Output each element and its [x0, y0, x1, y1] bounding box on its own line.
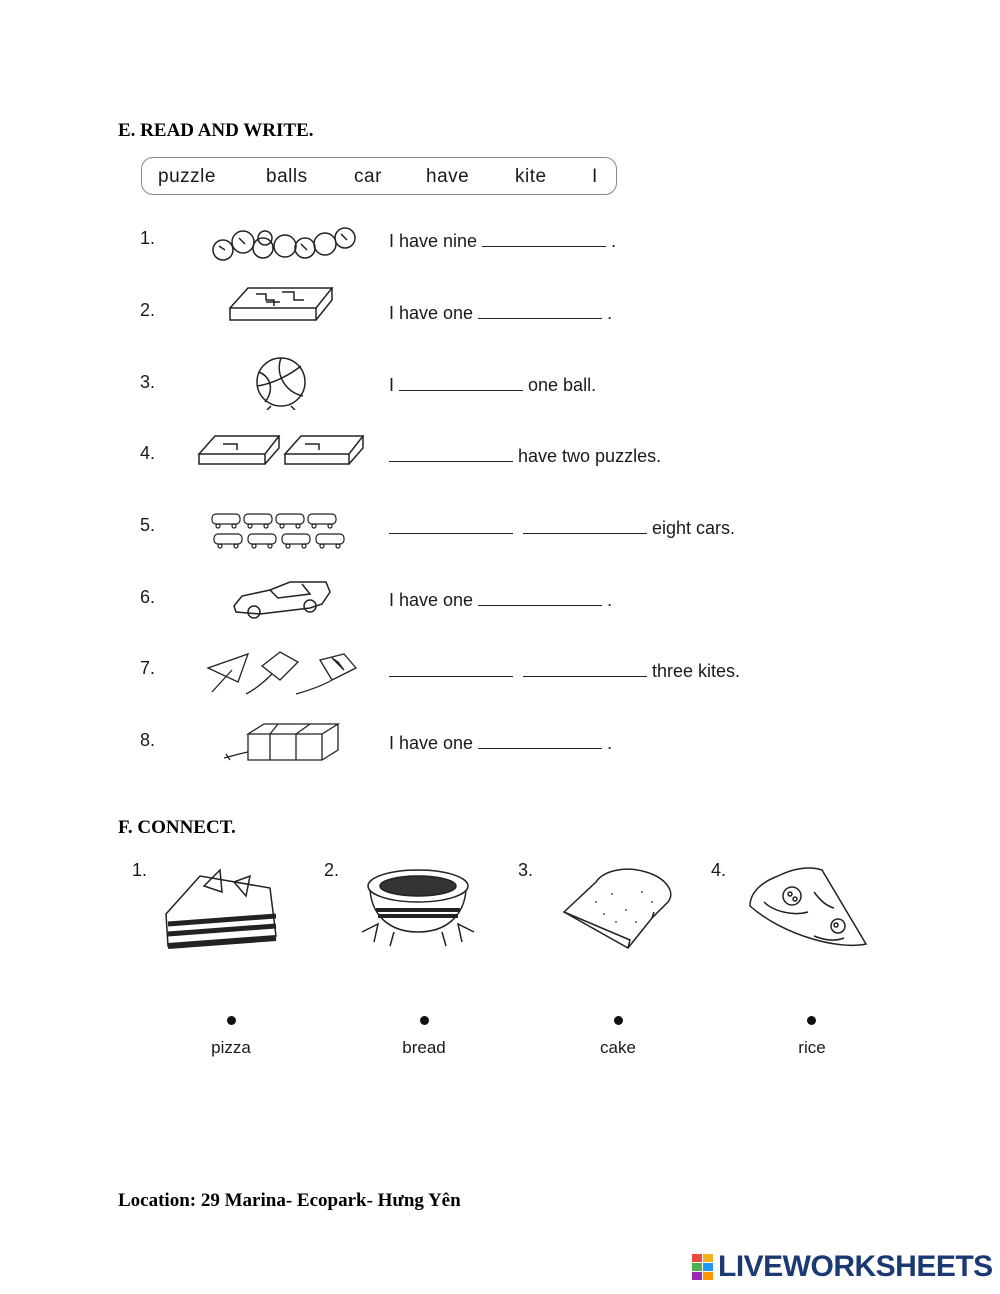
sentence-text: I have one [389, 303, 474, 323]
section-e-heading: E. READ AND WRITE. [118, 120, 314, 141]
pizza-picture [744, 862, 874, 956]
answer-blank[interactable] [478, 587, 602, 606]
word-bank-word: I [592, 166, 598, 187]
liveworksheets-logo-text: LIVEWORKSHEETS [718, 1250, 993, 1283]
two-puzzles-picture [195, 432, 365, 470]
cars-picture [208, 508, 354, 552]
liveworksheets-logo-icon [692, 1254, 714, 1280]
sentence-text: I have one [389, 590, 474, 610]
sentence-text: . [607, 590, 613, 610]
answer-blank[interactable] [523, 515, 647, 534]
connect-number: 3. [518, 860, 534, 880]
sentence-text: I [389, 375, 395, 395]
word-bank-word: balls [266, 166, 308, 187]
sentence-text: eight cars. [652, 518, 736, 538]
rice-picture [354, 862, 484, 952]
car-picture [230, 578, 334, 620]
puzzle-picture [226, 284, 336, 326]
item-number: 1. [140, 228, 156, 248]
word-bank [141, 157, 617, 195]
connect-dot[interactable] [807, 1016, 816, 1025]
sentence-text: . [607, 733, 613, 753]
item-number: 5. [140, 515, 156, 535]
word-bank-word: have [426, 166, 470, 187]
answer-blank[interactable] [478, 300, 602, 319]
item-sentence [389, 730, 612, 754]
item-sentence [389, 228, 616, 252]
sentence-text: I have one [389, 733, 474, 753]
connect-dot[interactable] [614, 1016, 623, 1025]
item-number: 4. [140, 443, 156, 463]
ball-picture [245, 356, 321, 410]
item-number: 2. [140, 300, 156, 320]
connect-dot[interactable] [420, 1016, 429, 1025]
answer-blank[interactable] [389, 515, 513, 534]
sentence-text: . [607, 303, 613, 323]
item-sentence [389, 515, 735, 539]
connect-number: 1. [132, 860, 148, 880]
sentence-text: have two puzzles. [518, 446, 662, 466]
item-number: 8. [140, 730, 156, 750]
cake-picture [160, 862, 284, 952]
item-sentence [389, 587, 612, 611]
connect-word-rice: rice [798, 1038, 826, 1057]
connect-word-pizza: pizza [211, 1038, 251, 1057]
sentence-text: . [611, 231, 617, 251]
word-bank-word: puzzle [158, 166, 216, 187]
word-bank-word: car [354, 166, 382, 187]
connect-number: 4. [711, 860, 727, 880]
connect-word-cake: cake [600, 1038, 636, 1057]
balls-picture [205, 224, 357, 264]
sentence-text: one ball. [528, 375, 597, 395]
word-bank-word: kite [515, 166, 547, 187]
item-number: 7. [140, 658, 156, 678]
answer-blank[interactable] [389, 658, 513, 677]
answer-blank[interactable] [399, 372, 523, 391]
item-sentence [389, 443, 661, 467]
connect-dot[interactable] [227, 1016, 236, 1025]
sentence-text: I have nine [389, 231, 478, 251]
location-text: Location: 29 Marina- Ecopark- Hưng Yên [118, 1190, 461, 1211]
item-sentence [389, 658, 740, 682]
answer-blank[interactable] [478, 730, 602, 749]
item-number: 6. [140, 587, 156, 607]
item-number: 3. [140, 372, 156, 392]
answer-blank[interactable] [389, 443, 513, 462]
answer-blank[interactable] [523, 658, 647, 677]
section-f-heading: F. CONNECT. [118, 817, 236, 838]
sentence-text: three kites. [652, 661, 741, 681]
answer-blank[interactable] [482, 228, 606, 247]
connect-word-bread: bread [402, 1038, 446, 1057]
connect-number: 2. [324, 860, 340, 880]
box-kite-picture [218, 718, 364, 766]
item-sentence [389, 300, 612, 324]
kites-picture [202, 650, 360, 696]
item-sentence [389, 372, 596, 396]
bread-picture [556, 862, 686, 954]
